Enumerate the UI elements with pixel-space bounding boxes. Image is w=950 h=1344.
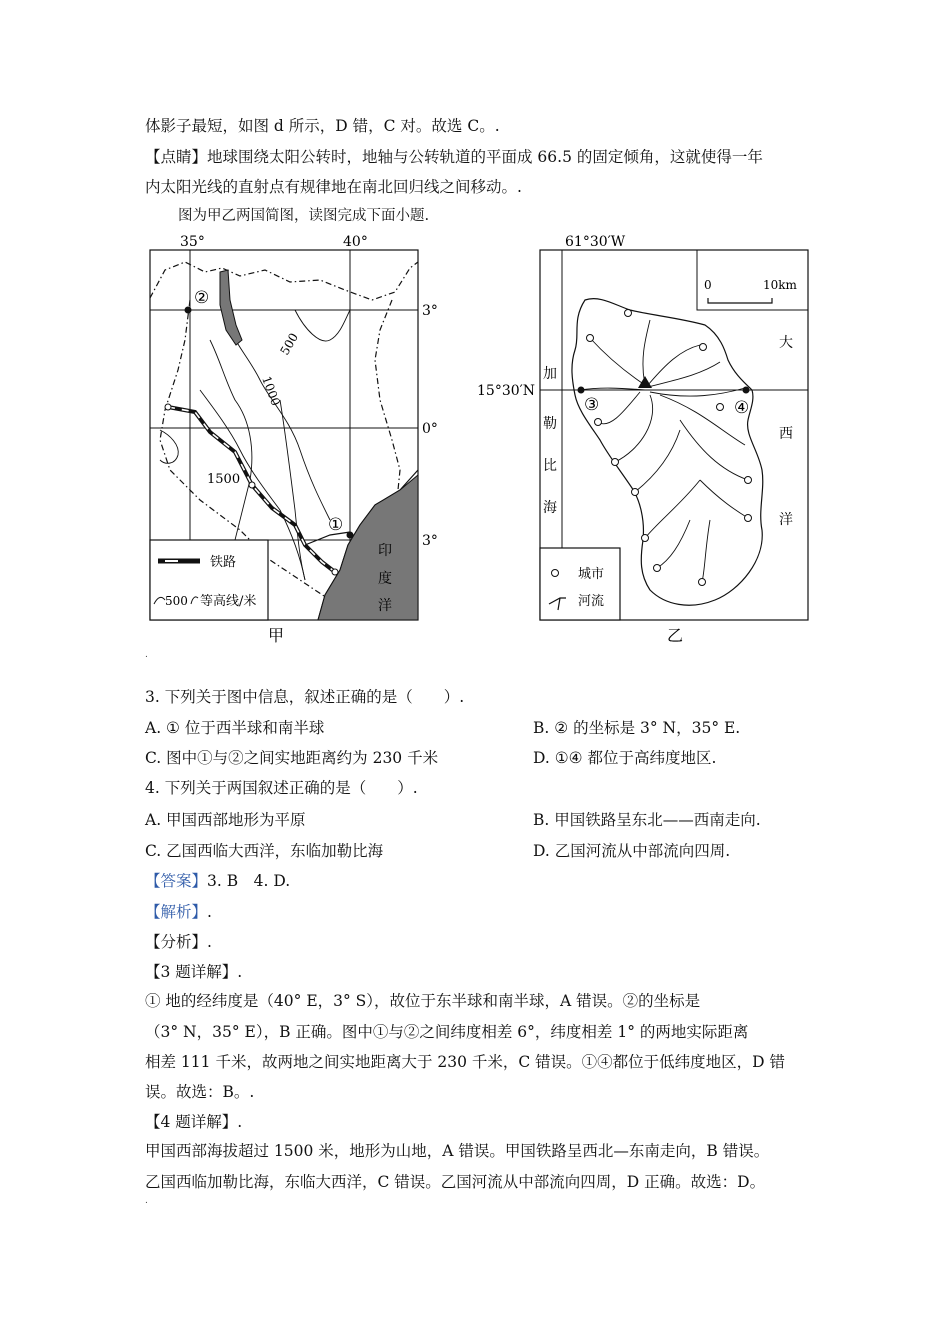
indian-ocean-area [318,475,418,620]
fenxi-line: 【分析】. [145,933,212,951]
q4-option-d[interactable]: D. 乙国河流从中部流向四周. [533,842,731,860]
point-3-dot [578,387,585,394]
legend-river-label: 河流 [578,594,605,609]
sea-char-1: 加 [543,366,557,382]
cities-yi [587,310,752,586]
marker-4: ④ [734,398,750,418]
prev-line-3: 内太阳光线的直射点有规律地在南北回归线之间移动。. [145,178,522,196]
map-jia-caption: 甲 [268,626,285,645]
q4-option-a[interactable]: A. 甲国西部地形为平原 [145,811,306,829]
contour-1500-label: 1500 [207,472,241,487]
detail-3-line-2: （3° N，35° E），B 正确。图中①与②之间纬度相差 6°，纬度相差 1° 的两地实际距离 [145,1023,749,1041]
point-4-dot [743,387,750,394]
analysis-label: 【解析】 [145,903,208,921]
q3-option-b[interactable]: B. ② 的坐标是 3° N，35° E. [533,719,741,737]
legend-contour-val: 500 [165,594,188,608]
legend-rail-label: 铁路 [210,555,237,570]
lat-3s-label: 3° [422,533,438,549]
detail-4-line-1: 甲国西部海拔超过 1500 米，地形为山地，A 错误。甲国铁路呈西北—东南走向，B 错误。 [145,1142,770,1160]
q4-option-b[interactable]: B. 甲国铁路呈东北——西南走向. [533,811,761,829]
q3-option-d[interactable]: D. ①④ 都位于高纬度地区. [533,749,717,767]
lat-0-label: 0° [422,421,438,437]
contour-1000-label: 1000 [259,374,283,408]
sea-char-2: 勒 [543,416,557,432]
lat-yi-label: 15°30′N [477,383,536,399]
lat-3n-label: 3° [422,303,438,319]
sea-char-3: 比 [543,458,557,474]
dot-mark: . [145,650,148,660]
answer-text: 3. B 4. D. [207,872,291,890]
answer-line [145,871,290,891]
scale-0-label: 0 [704,278,712,292]
marker-2: ② [194,288,210,308]
detail-4-line-2: 乙国西临加勒比海，东临大西洋，C 错误。乙国河流从中部流向四周，D 正确。故选：D。 [145,1173,766,1191]
legend-contour-label: 等高线/米 [200,594,257,609]
question-intro: 图为甲乙两国简图，读图完成下面小题. [178,208,430,224]
detail-3-line-1: ① 地的经纬度是（40° E，3° S），故位于东半球和南半球，A 错误。②的坐标是 [145,992,701,1010]
lon-40-label: 40° [343,234,368,250]
lon-yi-label: 61°30′W [565,234,626,250]
marker-1: ① [328,515,344,535]
answer-label: 【答案】 [145,872,208,890]
contour-500-label: 500 [277,330,302,358]
scale-10-label: 10km [763,278,797,292]
ocean-yi-char-2: 西 [779,426,793,442]
q4-option-c[interactable]: C. 乙国西临大西洋，东临加勒比海 [145,842,384,860]
border-jia-east [375,300,400,490]
ocean-char-2: 度 [378,571,392,587]
marker-3: ③ [584,395,600,415]
ocean-yi-char-3: 洋 [779,512,793,528]
q3-stem: 3. 下列关于图中信息，叙述正确的是（ ）. [145,688,465,706]
dot-mark-end: . [145,1196,148,1206]
legend-city-label: 城市 [578,567,605,582]
ocean-char-3: 洋 [378,598,392,614]
point-2-dot [185,307,192,314]
map-yi-caption: 乙 [667,626,684,645]
prev-line-1: 体影子最短，如图 d 所示，D 错，C 对。故选 C。. [145,117,500,135]
sea-char-4: 海 [543,500,557,516]
ocean-char-1: 印 [378,543,392,559]
detail-4-title: 【4 题详解】. [145,1113,243,1131]
lon-35-label: 35° [180,234,205,250]
q3-option-a[interactable]: A. ① 位于西半球和南半球 [145,719,325,737]
legend-yi [540,548,620,620]
ocean-yi-char-1: 大 [779,335,793,351]
detail-3-line-3: 相差 111 千米，故两地之间实地距离大于 230 千米，C 错误。①④都位于低纬度地区，D 错 [145,1053,786,1071]
point-1-dot [347,532,354,539]
analysis-line [145,902,212,922]
detail-3-line-4: 误。故选：B。. [145,1083,255,1101]
q4-stem: 4. 下列关于两国叙述正确的是（ ）. [145,779,418,797]
prev-line-2: 【点睛】地球围绕太阳公转时，地轴与公转轨道的平面成 66.5 的固定倾角，这就使得一年 [145,148,763,166]
detail-3-title: 【3 题详解】. [145,963,243,981]
q3-option-c[interactable]: C. 图中①与②之间实地距离约为 230 千米 [145,749,439,767]
analysis-tail: . [207,903,212,921]
lake-jia [220,270,242,345]
